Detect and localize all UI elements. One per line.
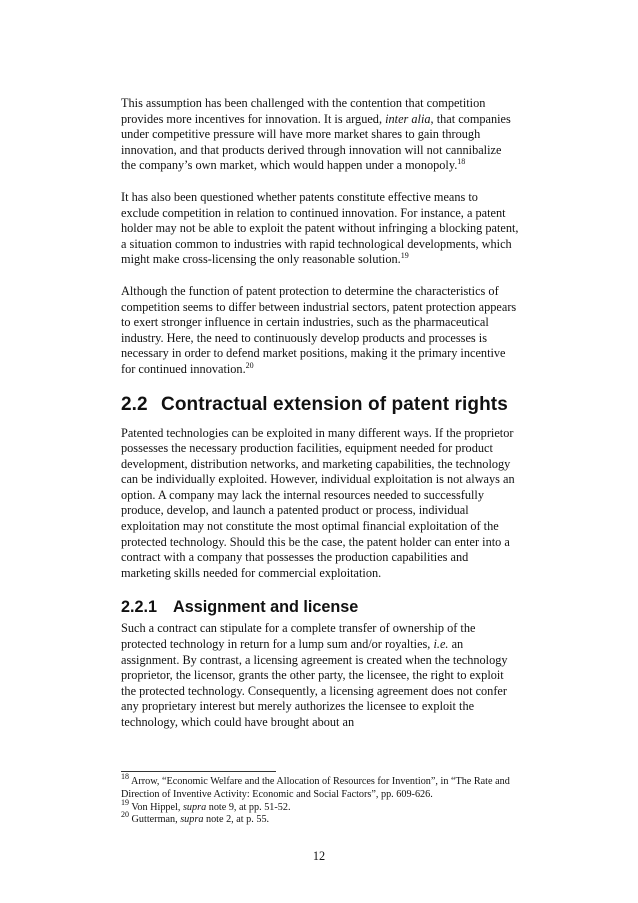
footnote-ref-18: 18	[457, 157, 466, 167]
paragraph-assignment-license: Such a contract can stipulate for a complete transfer of ownership of the protected technology in return for a lump sum and/or royalties, i.e. an assignment. By contrast, a licensing agreement is created when the technology proprietor, the licensor, grants the other party, the licensee, the right to exploit the protected technology. Consequently, a licensing agreement does not confer any proprietary interest but merely authorizes the licensee to exploit the technology, which could have brought about an	[121, 621, 508, 729]
subsection-heading	[121, 597, 519, 617]
paragraph-blocking-patent: It has also been questioned whether patents constitute effective means to exclude competition in relation to continued innovation. For instance, a patent holder may not be able to exploit the patent without infringing a blocking patent, a situation common to industries with rapid technological developments, which might make cross-licensing the only reasonable solution.$^{19}$	[121, 189, 519, 267]
footnote-20: $^{20}$ Gutterman, supra note 2, at p. 55.	[121, 810, 270, 826]
subsection-number: 2.2.1	[121, 598, 158, 617]
footnote-ref-19: 19	[400, 251, 409, 261]
footnote-ref-20: 20	[245, 360, 254, 370]
subsection-title: Assignment and license	[173, 598, 359, 617]
footnote-separator	[121, 771, 276, 772]
paragraph-pharmaceutical: Although the function of patent protection to determine the characteristics of competition seems to differ between industrial sectors, patent protection appears to exert stronger influence in certain industries, such as the pharmaceutical industry. Here, the need to continuously develop products and processes is necessary in order to defend market positions, making it the primary incentive for continued innovation.$^{20}$	[121, 283, 517, 376]
footnotes	[121, 772, 521, 827]
footnote-19: $^{19}$ Von Hippel, supra note 9, at pp. 51-52.	[121, 797, 291, 813]
section-number: 2.2	[121, 393, 148, 415]
paragraph-competition-innovation: This assumption has been challenged with the contention that competition provides more incentives for innovation. It is argued, inter alia, that companies under competitive pressure will have more market shares to gain through innovation, and that products derived through innovation will not cannibalize the company’s own market, which would happen under a monopoly.$^{18}$	[121, 96, 511, 173]
section-heading	[121, 394, 519, 416]
paragraph-exploitation: Patented technologies can be exploited in many different ways. If the proprietor possesses the necessary production facilities, equipment needed for product development, distribution networks, and marketing capabilities, the technology can be individually exploited. However, individual exploitation is not always an option. A company may lack the internal resources needed to successfully produce, develop, and launch a patented product or process, individual exploitation may not constitute the most optimal financial exploitation of the protected technology. Should this be the case, the patent holder can enter into a contract with a company that possesses the production capabilities and marketing skills needed for commercial exploitation.	[121, 425, 515, 580]
body-text	[121, 96, 519, 747]
page-number: 12	[312, 849, 326, 863]
footnote-18: $^{18}$ Arrow, “Economic Welfare and the Allocation of Resources for Invention”, in “The Rate and Direction of Inventive Activity: Economic and Social Factors”, pp. 609-626.	[121, 772, 510, 800]
section-title: Contractual extension of patent rights	[161, 393, 508, 415]
